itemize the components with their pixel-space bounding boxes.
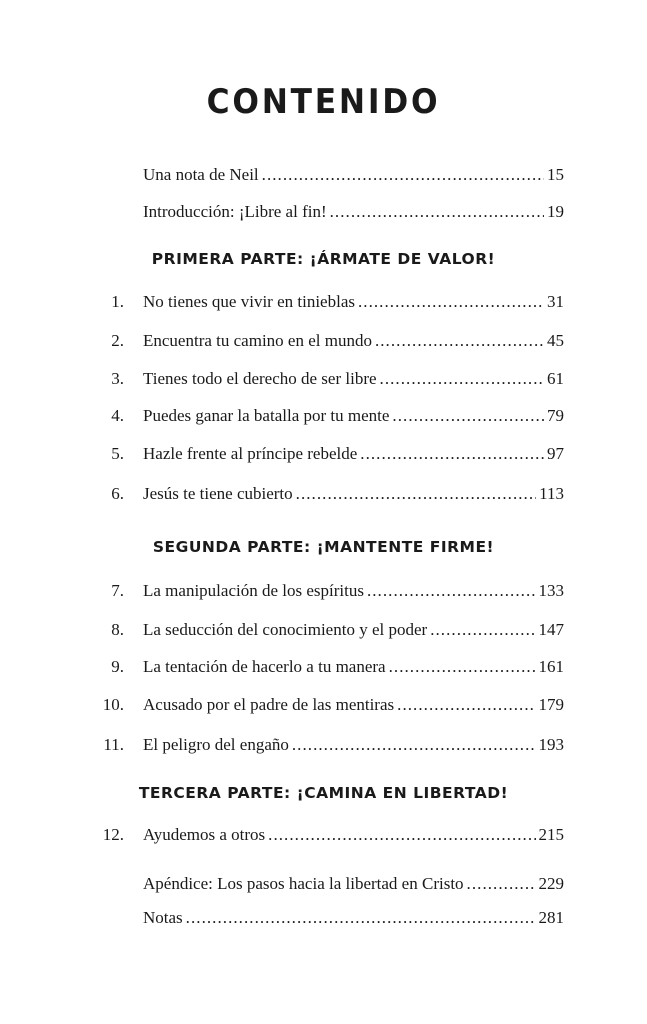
chapter-number: 9. bbox=[111, 657, 124, 676]
chapter-number: 3. bbox=[111, 369, 124, 388]
part-heading-2: SEGUNDA PARTE: ¡MANTENTE FIRME! bbox=[152, 538, 495, 556]
dot-leader bbox=[268, 823, 535, 847]
toc-entry-page: 113 bbox=[539, 484, 564, 503]
toc-chapter-7[interactable] bbox=[0, 579, 647, 603]
dot-leader bbox=[296, 482, 536, 506]
toc-entry-page: 15 bbox=[547, 165, 564, 184]
toc-entry-title: Puedes ganar la batalla por tu mente bbox=[143, 406, 390, 425]
toc-chapter-10[interactable] bbox=[0, 693, 647, 717]
toc-entry-page: 161 bbox=[538, 657, 564, 676]
toc-entry-note[interactable] bbox=[0, 163, 647, 187]
dot-leader bbox=[330, 200, 544, 224]
part-heading-3: TERCERA PARTE: ¡CAMINA EN LIBERTAD! bbox=[138, 784, 509, 802]
page-title: CONTENIDO bbox=[206, 82, 441, 122]
dot-leader bbox=[186, 906, 536, 930]
toc-chapter-3[interactable] bbox=[0, 367, 647, 391]
toc-chapter-12[interactable] bbox=[0, 823, 647, 847]
dot-leader bbox=[358, 290, 544, 314]
chapter-number: 8. bbox=[111, 620, 124, 639]
dot-leader bbox=[292, 733, 536, 757]
toc-entry-title: La manipulación de los espíritus bbox=[143, 581, 364, 600]
dot-leader bbox=[430, 618, 535, 642]
toc-entry-page: 45 bbox=[547, 331, 564, 350]
toc-entry-title: Una nota de Neil bbox=[143, 165, 259, 184]
toc-entry-title: Ayudemos a otros bbox=[143, 825, 266, 844]
chapter-number: 5. bbox=[111, 444, 124, 463]
dot-leader bbox=[262, 163, 544, 187]
dot-leader bbox=[392, 404, 544, 428]
chapter-number: 10. bbox=[102, 695, 124, 714]
chapter-number: 2. bbox=[111, 331, 124, 350]
toc-entry-page: 19 bbox=[547, 202, 564, 221]
toc-entry-page: 179 bbox=[538, 695, 564, 714]
toc-entry-page: 147 bbox=[538, 620, 564, 639]
toc-entry-title: Jesús te tiene cubierto bbox=[143, 484, 293, 503]
toc-entry-notes[interactable] bbox=[0, 906, 647, 930]
toc-chapter-2[interactable] bbox=[0, 329, 647, 353]
toc-entry-appendix[interactable] bbox=[0, 872, 647, 896]
toc-entry-page: 281 bbox=[538, 908, 564, 927]
toc-entry-title: No tienes que vivir en tinieblas bbox=[143, 292, 355, 311]
chapter-number: 11. bbox=[103, 735, 124, 754]
toc-entry-page: 79 bbox=[547, 406, 564, 425]
dot-leader bbox=[360, 442, 544, 466]
toc-entry-title: Encuentra tu camino en el mundo bbox=[143, 331, 372, 350]
toc-chapter-8[interactable] bbox=[0, 618, 647, 642]
toc-chapter-9[interactable] bbox=[0, 655, 647, 679]
toc-entry-page: 215 bbox=[538, 825, 564, 844]
toc-chapter-6[interactable] bbox=[0, 482, 647, 506]
chapter-number: 12. bbox=[102, 825, 124, 844]
toc-entry-page: 193 bbox=[538, 735, 564, 754]
dot-leader bbox=[367, 579, 536, 603]
toc-entry-title: Notas bbox=[143, 908, 183, 927]
toc-entry-page: 97 bbox=[547, 444, 564, 463]
toc-entry-title: El peligro del engaño bbox=[143, 735, 289, 754]
toc-chapter-4[interactable] bbox=[0, 404, 647, 428]
chapter-number: 1. bbox=[111, 292, 124, 311]
toc-chapter-5[interactable] bbox=[0, 442, 647, 466]
toc-entry-page: 31 bbox=[547, 292, 564, 311]
toc-entry-title: Tienes todo el derecho de ser libre bbox=[143, 369, 377, 388]
toc-entry-title: Acusado por el padre de las mentiras bbox=[143, 695, 395, 714]
dot-leader bbox=[389, 655, 536, 679]
toc-entry-title: Introducción: ¡Libre al fin! bbox=[143, 202, 327, 221]
dot-leader bbox=[467, 872, 536, 896]
toc-entry-page: 61 bbox=[547, 369, 564, 388]
toc-entry-title: Apéndice: Los pasos hacia la libertad en Cristo bbox=[143, 874, 464, 893]
toc-entry-intro[interactable] bbox=[0, 200, 647, 224]
chapter-number: 6. bbox=[111, 484, 124, 503]
chapter-number: 4. bbox=[111, 406, 124, 425]
toc-entry-title: La seducción del conocimiento y el poder bbox=[143, 620, 428, 639]
dot-leader bbox=[397, 693, 535, 717]
toc-entry-title: Hazle frente al príncipe rebelde bbox=[143, 444, 358, 463]
chapter-number: 7. bbox=[111, 581, 124, 600]
dot-leader bbox=[380, 367, 544, 391]
toc-chapter-1[interactable] bbox=[0, 290, 647, 314]
toc-entry-title: La tentación de hacerlo a tu manera bbox=[143, 657, 386, 676]
toc-entry-page: 229 bbox=[538, 874, 564, 893]
dot-leader bbox=[375, 329, 544, 353]
part-heading-1: PRIMERA PARTE: ¡ÁRMATE DE VALOR! bbox=[151, 250, 496, 268]
toc-chapter-11[interactable] bbox=[0, 733, 647, 757]
toc-entry-page: 133 bbox=[538, 581, 564, 600]
